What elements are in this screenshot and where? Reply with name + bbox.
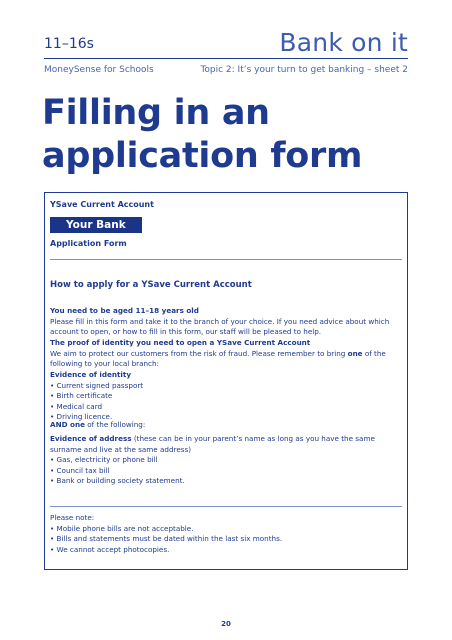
address-list bbox=[50, 455, 402, 487]
proof-section bbox=[50, 338, 402, 370]
list-item: • Bank or building society statement. bbox=[50, 476, 402, 487]
header-divider bbox=[44, 58, 408, 59]
application-form-label: Application Form bbox=[50, 239, 127, 248]
proof-text bbox=[50, 349, 402, 370]
age-section bbox=[50, 306, 402, 338]
age-text: Please fill in this form and take it to the branch of your choice. If you need advice about which account to open, or how to fill in this form, our staff will be pleased to help. bbox=[50, 316, 390, 336]
list-item: • Birth certificate bbox=[50, 391, 402, 402]
and-one-rest: of the following: bbox=[84, 420, 146, 429]
bank-logo-badge: Your Bank bbox=[50, 217, 142, 233]
how-to-heading: How to apply for a YSave Current Account bbox=[50, 280, 252, 290]
age-heading: You need to be aged 11–18 years old bbox=[50, 306, 199, 315]
brand-title: Bank on it bbox=[279, 28, 408, 57]
proof-text-before: We aim to protect our customers from the risk of fraud. Please remember to bring bbox=[50, 348, 348, 358]
form-divider bbox=[50, 259, 402, 260]
address-heading-line bbox=[50, 434, 402, 455]
identity-list bbox=[50, 381, 402, 423]
publisher-label: MoneySense for Schools bbox=[44, 65, 154, 75]
list-item: • Bills and statements must be dated within the last six months. bbox=[50, 534, 402, 545]
address-heading-note: (these can be in your parent’s name as long as you have the same surname and live at the same address) bbox=[50, 434, 375, 454]
proof-text-after: of the following to your local branch: bbox=[50, 348, 386, 368]
list-item: • Gas, electricity or phone bill bbox=[50, 455, 402, 466]
account-title: YSave Current Account bbox=[50, 200, 154, 209]
proof-heading: The proof of identity you need to open a YSave Current Account bbox=[50, 338, 311, 347]
note-divider bbox=[50, 506, 402, 507]
grade-label: 11–16s bbox=[44, 36, 94, 52]
list-item: • Driving licence. bbox=[50, 412, 402, 423]
address-heading: Evidence of address bbox=[50, 434, 132, 443]
and-one-bold: AND one bbox=[50, 420, 85, 429]
list-item: • Current signed passport bbox=[50, 381, 402, 392]
identity-section bbox=[50, 370, 402, 423]
and-one-line bbox=[50, 420, 402, 431]
topic-label: Topic 2: It’s your turn to get banking – sheet 2 bbox=[200, 65, 408, 75]
page-title: Filling in an application form bbox=[42, 93, 363, 176]
list-item: • Medical card bbox=[50, 402, 402, 413]
list-item: • We cannot accept photocopies. bbox=[50, 545, 402, 556]
list-item: • Council tax bill bbox=[50, 466, 402, 477]
note-heading: Please note: bbox=[50, 513, 95, 522]
identity-heading: Evidence of identity bbox=[50, 370, 132, 379]
address-section bbox=[50, 434, 402, 487]
page-number: 20 bbox=[221, 620, 231, 628]
note-list bbox=[50, 524, 402, 556]
list-item: • Mobile phone bills are not acceptable. bbox=[50, 524, 402, 535]
proof-text-bold: one bbox=[347, 348, 363, 358]
note-section bbox=[50, 513, 402, 555]
